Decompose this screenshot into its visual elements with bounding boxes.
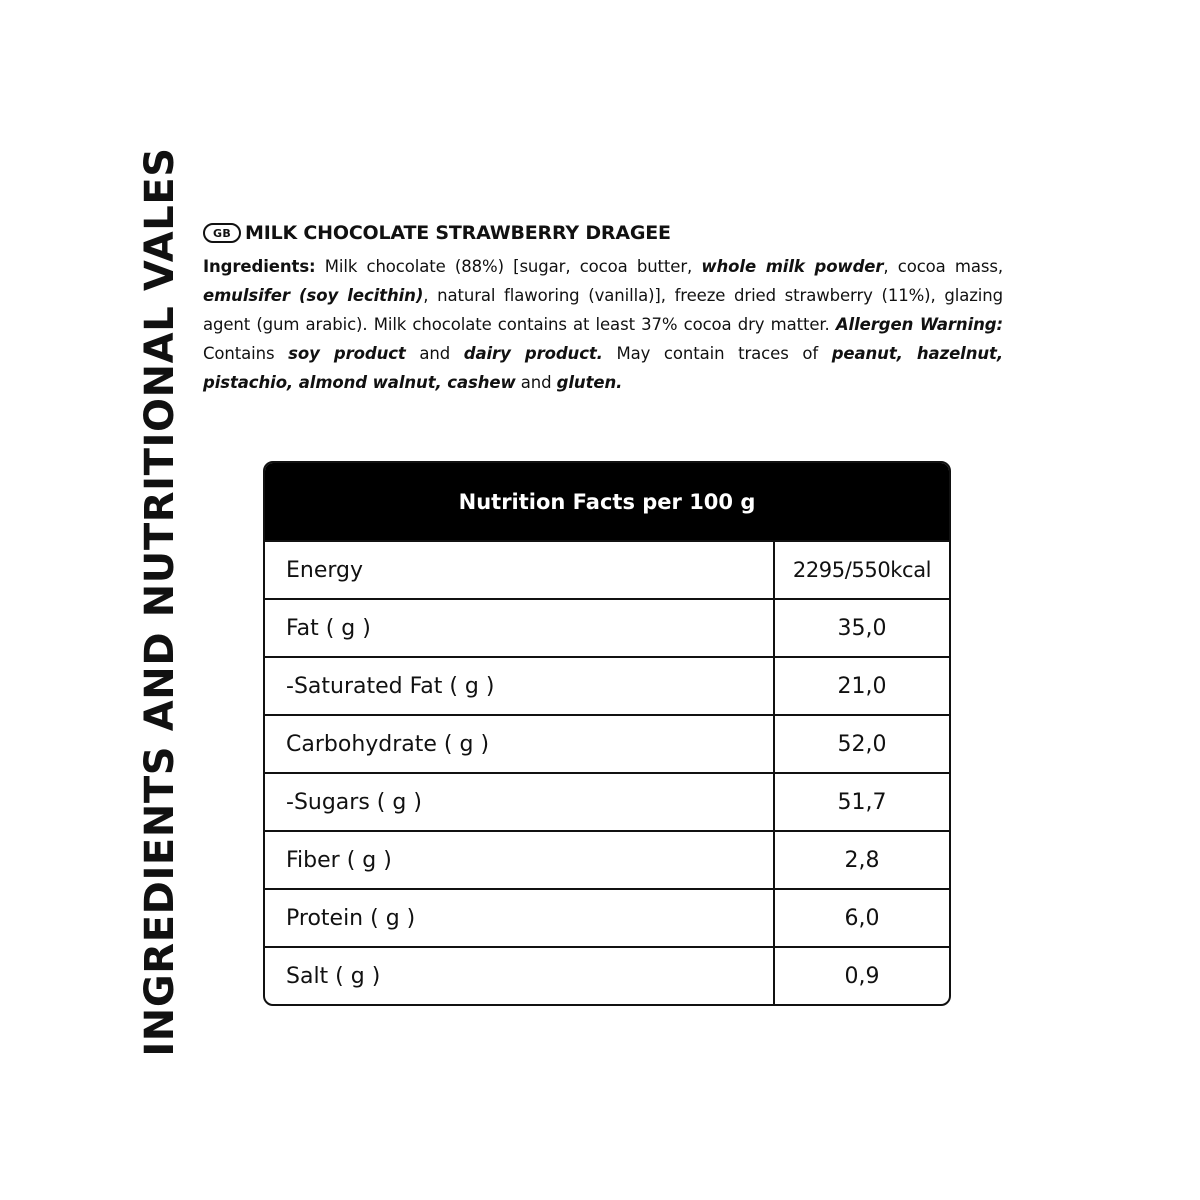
row-value: 35,0 <box>837 615 887 641</box>
table-row <box>265 946 949 1004</box>
allergen-highlight: gluten. <box>556 373 623 392</box>
row-label: Salt ( g ) <box>265 948 775 1004</box>
allergen-warning-label: Allergen Warning: <box>835 315 1003 334</box>
row-value: 6,0 <box>844 905 880 931</box>
row-label: Protein ( g ) <box>265 890 775 946</box>
allergen-highlight: dairy product. <box>463 344 603 363</box>
nutrition-table <box>263 461 951 1006</box>
allergen-highlight: peanut, hazelnut, pistachio, almond walnut, cashew <box>203 344 1003 392</box>
table-row <box>265 540 949 598</box>
row-value: 2295/550kcal <box>792 558 932 582</box>
ingredients-segment: Contains <box>203 344 289 363</box>
ingredient-highlight: emulsifer (soy lecithin) <box>203 286 424 305</box>
ingredients-segment: , cocoa mass, <box>883 257 1003 276</box>
ingredients-segment: May contain traces of <box>602 344 832 363</box>
row-label: -Saturated Fat ( g ) <box>265 658 775 714</box>
row-label: Fiber ( g ) <box>265 832 775 888</box>
row-value: 0,9 <box>844 963 880 989</box>
product-name: MILK CHOCOLATE STRAWBERRY DRAGEE <box>245 222 671 244</box>
ingredient-highlight: whole milk powder <box>701 257 884 276</box>
product-heading <box>203 222 671 244</box>
table-row <box>265 714 949 772</box>
row-value: 21,0 <box>837 673 887 699</box>
side-title: INGREDIENTS AND NUTRITIONAL VALES <box>137 147 183 1057</box>
table-row <box>265 772 949 830</box>
allergen-highlight: soy product <box>288 344 406 363</box>
row-value: 51,7 <box>837 789 887 815</box>
row-value: 2,8 <box>844 847 880 873</box>
table-row <box>265 888 949 946</box>
ingredients-segment: Milk chocolate (88%) [sugar, cocoa butter, <box>315 257 702 276</box>
table-row <box>265 656 949 714</box>
ingredients-segment: , natural flaworing (vanilla)], freeze dried strawberry (11%), glazing agent (gum arabic). Milk chocolate contains at least 37% cocoa dry matter. <box>203 286 1004 334</box>
ingredients-label: Ingredients: <box>203 257 316 276</box>
table-row <box>265 598 949 656</box>
nutrition-table-header: Nutrition Facts per 100 g <box>265 463 949 540</box>
row-label: Energy <box>265 542 775 598</box>
row-label: Carbohydrate ( g ) <box>265 716 775 772</box>
row-label: -Sugars ( g ) <box>265 774 775 830</box>
ingredients-segment: and <box>515 373 557 392</box>
ingredients-segment: and <box>405 344 464 363</box>
row-label: Fat ( g ) <box>265 600 775 656</box>
row-value: 52,0 <box>837 731 887 757</box>
table-row <box>265 830 949 888</box>
ingredients-text <box>203 252 1003 397</box>
country-badge: GB <box>203 223 241 243</box>
